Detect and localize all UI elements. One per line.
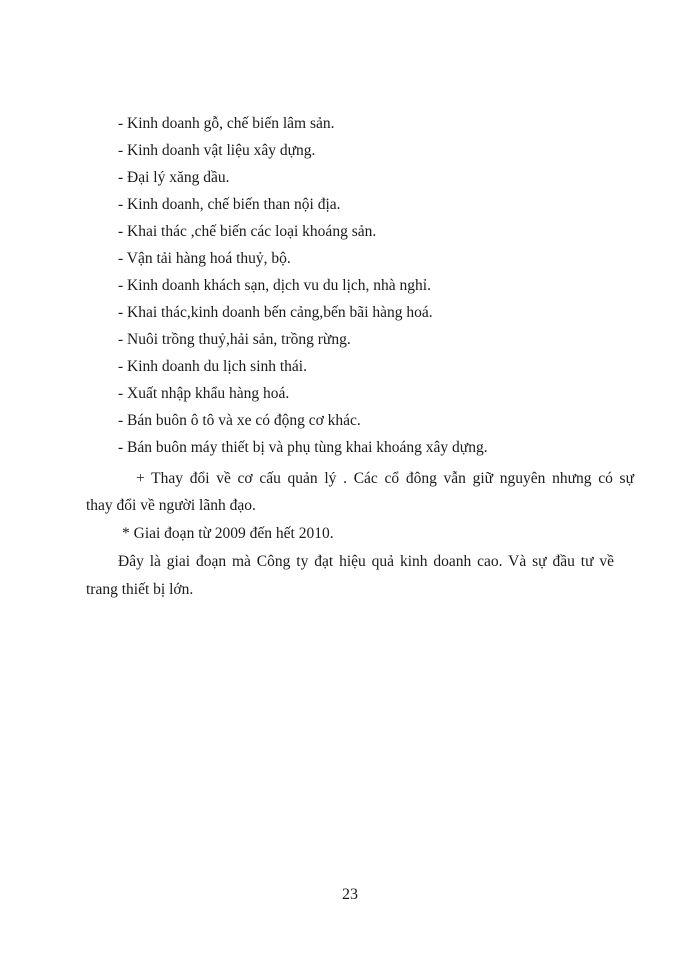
list-item: - Kinh doanh khách sạn, dịch vu du lịch, nhà nghỉ. [118, 277, 431, 294]
list-item: - Kinh doanh du lịch sinh thái. [118, 358, 307, 375]
list-item: - Khai thác ,chế biến các loại khoáng sản. [118, 223, 377, 240]
list-item: - Khai thác,kinh doanh bến cảng,bến bãi hàng hoá. [118, 304, 433, 321]
page-number: 23 [342, 886, 358, 903]
list-item: - Kinh doanh gỗ, chế biến lâm sản. [118, 115, 335, 132]
list-item: - Đại lý xăng dầu. [118, 169, 230, 186]
management-change-paragraph-line2: thay đổi về người lãnh đạo. [86, 497, 256, 514]
period-description-line2: trang thiết bị lớn. [86, 581, 194, 598]
list-item: - Vận tải hàng hoá thuỷ, bộ. [118, 250, 291, 267]
list-item: - Kinh doanh vật liệu xây dựng. [118, 142, 316, 159]
list-item: - Xuất nhập khẩu hàng hoá. [118, 385, 290, 402]
period-description-line1: Đây là giai đoạn mà Công ty đạt hiệu quả kinh doanh cao. Và sự đầu tư về [118, 553, 614, 570]
list-item: - Bán buôn máy thiết bị và phụ tùng khai khoáng xây dựng. [118, 439, 488, 456]
list-item: - Kinh doanh, chế biến than nội địa. [118, 196, 341, 213]
list-item: - Nuôi trồng thuỷ,hải sản, trồng rừng. [118, 331, 351, 348]
period-heading: * Giai đoạn từ 2009 đến hết 2010. [122, 525, 334, 542]
management-change-paragraph-line1: + Thay đổi về cơ cấu quản lý . Các cổ đông vẫn giữ nguyên nhưng có sự [136, 470, 634, 487]
list-item: - Bán buôn ô tô và xe có động cơ khác. [118, 412, 361, 429]
